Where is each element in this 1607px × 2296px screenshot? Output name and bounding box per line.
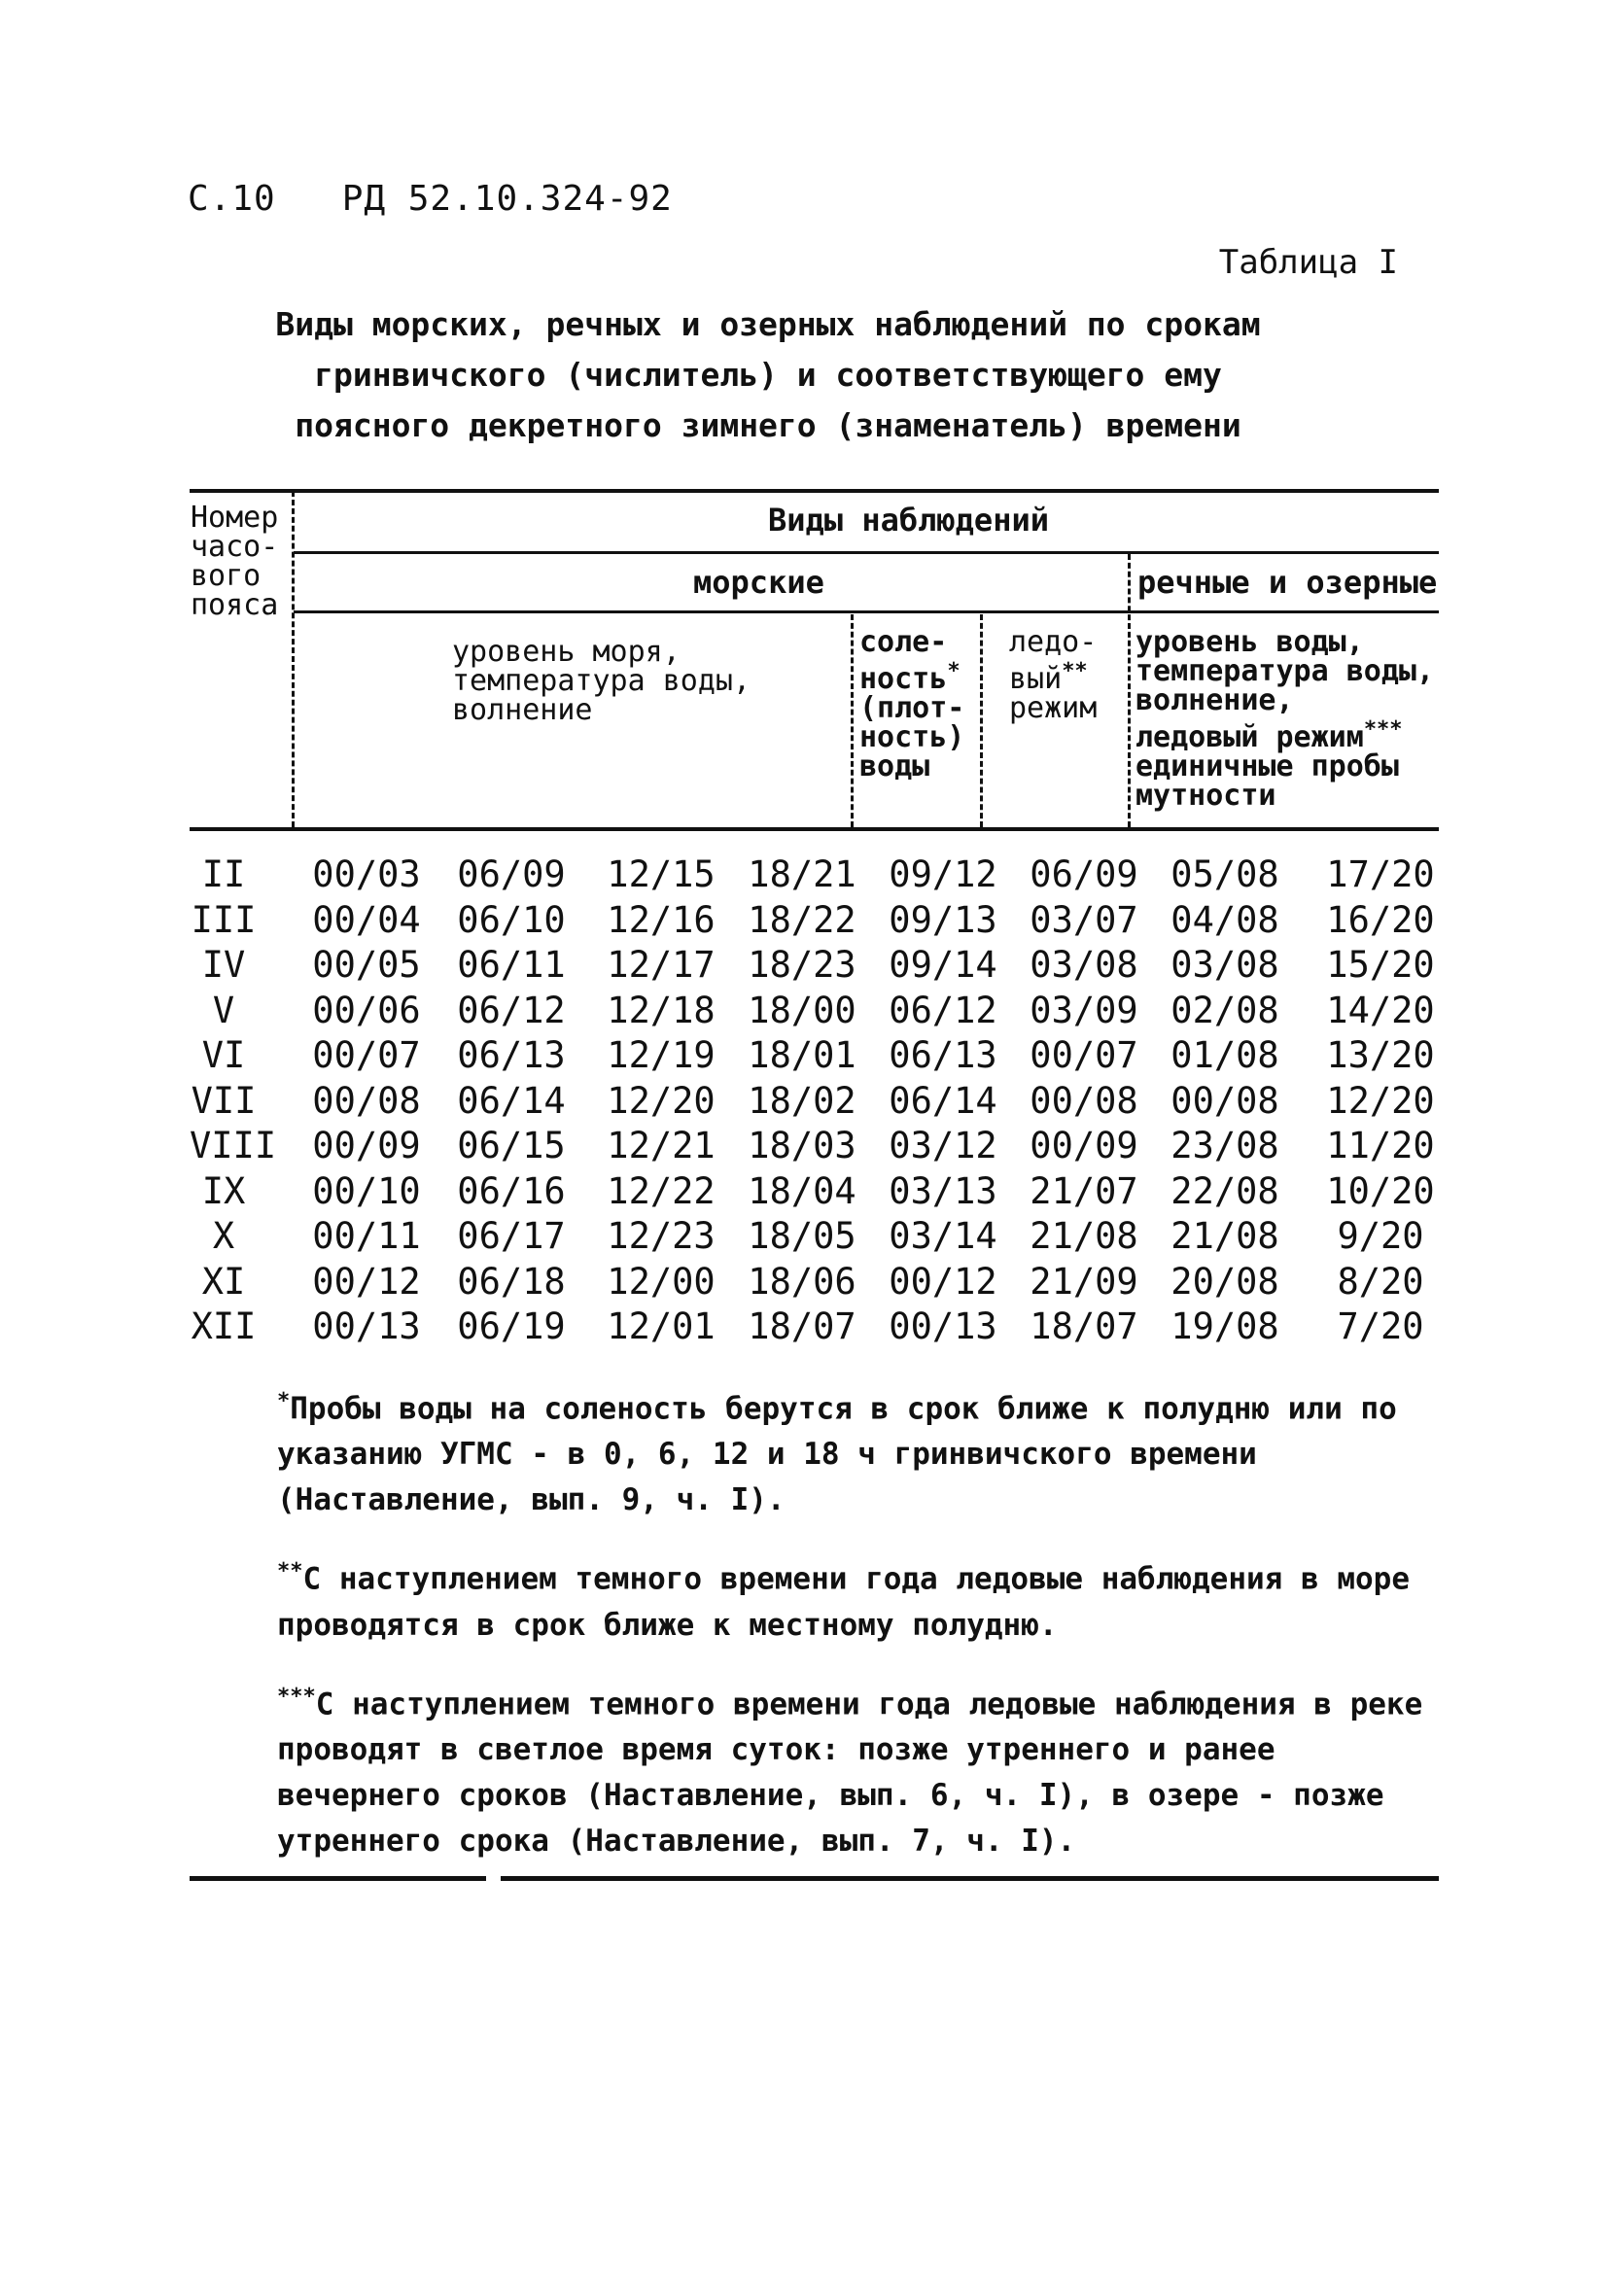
title-line-3: поясного декретного зимнего (знаменатель) времени — [295, 406, 1241, 444]
table-cell: 12/22 — [607, 1169, 716, 1212]
table-cell: 18/07 — [1030, 1305, 1138, 1347]
table-cell: 12/23 — [607, 1215, 716, 1257]
table-cell: 02/08 — [1170, 989, 1279, 1031]
time-zone-cell: IV — [201, 944, 246, 986]
table-cell: 00/09 — [1030, 1125, 1138, 1166]
table-top-rule — [190, 489, 1439, 493]
table-cell: 17/20 — [1326, 853, 1435, 895]
time-zone-cell: XI — [201, 1260, 246, 1303]
table-row — [185, 1305, 1449, 1350]
table-cell: 06/12 — [889, 989, 997, 1031]
rule-under-sea — [294, 610, 1439, 613]
table-cell: 18/00 — [748, 989, 856, 1031]
table-cell: 00/08 — [1030, 1079, 1138, 1122]
table-cell: 18/01 — [748, 1034, 856, 1076]
table-cell: 03/12 — [889, 1125, 997, 1166]
table-cell: 06/15 — [457, 1125, 566, 1166]
table-cell: 9/20 — [1337, 1215, 1424, 1257]
col-river-header: уровень воды, температура воды, волнение, ледовый режим*** единичные пробы мутности — [1135, 625, 1435, 813]
table-cell: 04/08 — [1170, 898, 1279, 941]
table-cell: 8/20 — [1337, 1260, 1424, 1303]
document-code: РД 52.10.324-92 — [341, 179, 673, 219]
header-observation-types: Виды наблюдений — [768, 502, 1049, 539]
table-cell: 18/22 — [748, 898, 856, 941]
table-cell: 09/13 — [889, 898, 997, 941]
table-cell: 06/13 — [457, 1034, 566, 1076]
time-zone-cell: III — [191, 898, 257, 941]
table-cell: 18/05 — [748, 1215, 856, 1257]
divider-zone — [292, 491, 295, 827]
table-cell: 03/13 — [889, 1169, 997, 1212]
page-header — [188, 179, 673, 219]
table-cell: 21/09 — [1030, 1260, 1138, 1303]
table-cell: 05/08 — [1170, 853, 1279, 895]
table-cell: 18/23 — [748, 944, 856, 986]
table-cell: 00/13 — [312, 1305, 421, 1347]
table-cell: 22/08 — [1170, 1169, 1279, 1212]
time-zone-cell: V — [212, 989, 235, 1031]
table-row — [185, 899, 1449, 944]
table-cell: 7/20 — [1337, 1305, 1424, 1347]
header-sea: морские — [693, 564, 824, 601]
table-cell: 06/17 — [457, 1215, 566, 1257]
table-cell: 00/11 — [312, 1215, 421, 1257]
table-cell: 19/08 — [1170, 1305, 1279, 1347]
title-line-1: Виды морских, речных и озерных наблюдений по срокам — [275, 305, 1261, 343]
table-cell: 09/12 — [889, 853, 997, 895]
table-cell: 00/08 — [1170, 1079, 1279, 1122]
table-cell: 03/09 — [1030, 989, 1138, 1031]
footnote-1: *Пробы воды на соленость берутся в срок ближе к полудню или по указанию УГМС - в 0, 6, 12 и 18 ч гринвичского времени (Наставление, вып. 9, ч. I). — [277, 1389, 1397, 1518]
table-cell: 00/09 — [312, 1125, 421, 1166]
table-cell: 18/02 — [748, 1079, 856, 1122]
divider-river — [1128, 554, 1131, 827]
footnote-3: ***С наступлением темного времени года ледовые наблюдения в реке проводят в светлое время суток: позже утреннего и ранее вечернего сроков (Наставление, вып. 6, ч. I), в озере - позже утреннего срока (Наставление, вып. 7, ч. I). — [277, 1684, 1423, 1859]
time-zone-cell: XII — [191, 1305, 257, 1347]
table-row — [185, 944, 1449, 989]
header-river-lake: речные и озерные — [1137, 564, 1438, 601]
table-cell: 11/20 — [1326, 1125, 1435, 1166]
table-cell: 03/14 — [889, 1215, 997, 1257]
table-cell: 23/08 — [1170, 1125, 1279, 1166]
table-cell: 03/07 — [1030, 898, 1138, 941]
table-cell: 06/19 — [457, 1305, 566, 1347]
table-cell: 06/09 — [1030, 853, 1138, 895]
col-sea-level-header: уровень моря, температура воды, волнение — [452, 635, 751, 727]
table-cell: 18/21 — [748, 853, 856, 895]
table-row — [185, 1215, 1449, 1260]
table-label: Таблица I — [1218, 243, 1398, 282]
table-cell: 00/06 — [312, 989, 421, 1031]
time-zone-cell: II — [201, 853, 246, 895]
table-cell: 06/14 — [457, 1079, 566, 1122]
table-cell: 00/07 — [312, 1034, 421, 1076]
table-cell: 06/10 — [457, 898, 566, 941]
divider-ice — [980, 614, 983, 827]
col-zone-header: Номер часо- вого пояса — [191, 501, 279, 622]
bottom-rule-right — [501, 1876, 1439, 1881]
footnote-2: **С наступлением темного времени года ледовые наблюдения в море проводятся в срок ближе к местному полудню. — [277, 1559, 1410, 1643]
table-cell: 12/01 — [607, 1305, 716, 1347]
table-cell: 12/20 — [1326, 1079, 1435, 1122]
table-cell: 06/11 — [457, 944, 566, 986]
table-row — [185, 853, 1449, 898]
table-cell: 00/12 — [889, 1260, 997, 1303]
table-row — [185, 990, 1449, 1034]
table-cell: 06/16 — [457, 1169, 566, 1212]
time-zone-cell: VI — [201, 1034, 246, 1076]
table-row — [185, 1261, 1449, 1305]
table-cell: 00/10 — [312, 1169, 421, 1212]
table-cell: 12/00 — [607, 1260, 716, 1303]
table-row — [185, 1170, 1449, 1215]
table-cell: 00/05 — [312, 944, 421, 986]
bottom-rule-left — [190, 1876, 486, 1881]
table-cell: 06/13 — [889, 1034, 997, 1076]
table-cell: 06/14 — [889, 1079, 997, 1122]
table-cell: 03/08 — [1030, 944, 1138, 986]
table-cell: 03/08 — [1170, 944, 1279, 986]
table-cell: 00/13 — [889, 1305, 997, 1347]
table-cell: 16/20 — [1326, 898, 1435, 941]
table-cell: 00/03 — [312, 853, 421, 895]
table-cell: 13/20 — [1326, 1034, 1435, 1076]
table-cell: 12/15 — [607, 853, 716, 895]
table-row — [185, 1080, 1449, 1125]
table-cell: 21/08 — [1170, 1215, 1279, 1257]
table-cell: 12/19 — [607, 1034, 716, 1076]
table-cell: 18/04 — [748, 1169, 856, 1212]
table-cell: 12/20 — [607, 1079, 716, 1122]
table-cell: 06/18 — [457, 1260, 566, 1303]
table-head-bottom-rule — [190, 827, 1439, 831]
table-row — [185, 1034, 1449, 1079]
table-cell: 12/17 — [607, 944, 716, 986]
table-cell: 06/09 — [457, 853, 566, 895]
page-number: С.10 — [188, 179, 276, 219]
title-line-2: гринвичского (числитель) и соответствующего ему — [314, 356, 1222, 394]
col-ice-header: ледо- вый** режим — [1009, 625, 1098, 725]
table-cell: 06/12 — [457, 989, 566, 1031]
table-cell: 18/03 — [748, 1125, 856, 1166]
divider-salinity — [851, 614, 854, 827]
time-zone-cell: VII — [191, 1079, 257, 1122]
table-cell: 00/12 — [312, 1260, 421, 1303]
table-row — [185, 1125, 1449, 1169]
table-cell: 10/20 — [1326, 1169, 1435, 1212]
table-title — [194, 299, 1342, 451]
time-zone-cell: X — [212, 1215, 235, 1257]
table-cell: 00/04 — [312, 898, 421, 941]
table-cell: 14/20 — [1326, 989, 1435, 1031]
table-cell: 21/08 — [1030, 1215, 1138, 1257]
time-zone-cell: VIII — [190, 1125, 277, 1166]
table-cell: 15/20 — [1326, 944, 1435, 986]
table-cell: 12/21 — [607, 1125, 716, 1166]
table-cell: 20/08 — [1170, 1260, 1279, 1303]
table-cell: 09/14 — [889, 944, 997, 986]
table-cell: 21/07 — [1030, 1169, 1138, 1212]
table-cell: 00/08 — [312, 1079, 421, 1122]
time-zone-cell: IX — [201, 1169, 246, 1212]
table-cell: 18/07 — [748, 1305, 856, 1347]
table-cell: 01/08 — [1170, 1034, 1279, 1076]
footnotes — [190, 1378, 1444, 1890]
table-cell: 12/18 — [607, 989, 716, 1031]
table-cell: 18/06 — [748, 1260, 856, 1303]
rule-under-main — [294, 551, 1439, 554]
table-cell: 00/07 — [1030, 1034, 1138, 1076]
table-cell: 12/16 — [607, 898, 716, 941]
col-salinity-header: соле- ность* (плот- ность) воды — [859, 625, 965, 783]
